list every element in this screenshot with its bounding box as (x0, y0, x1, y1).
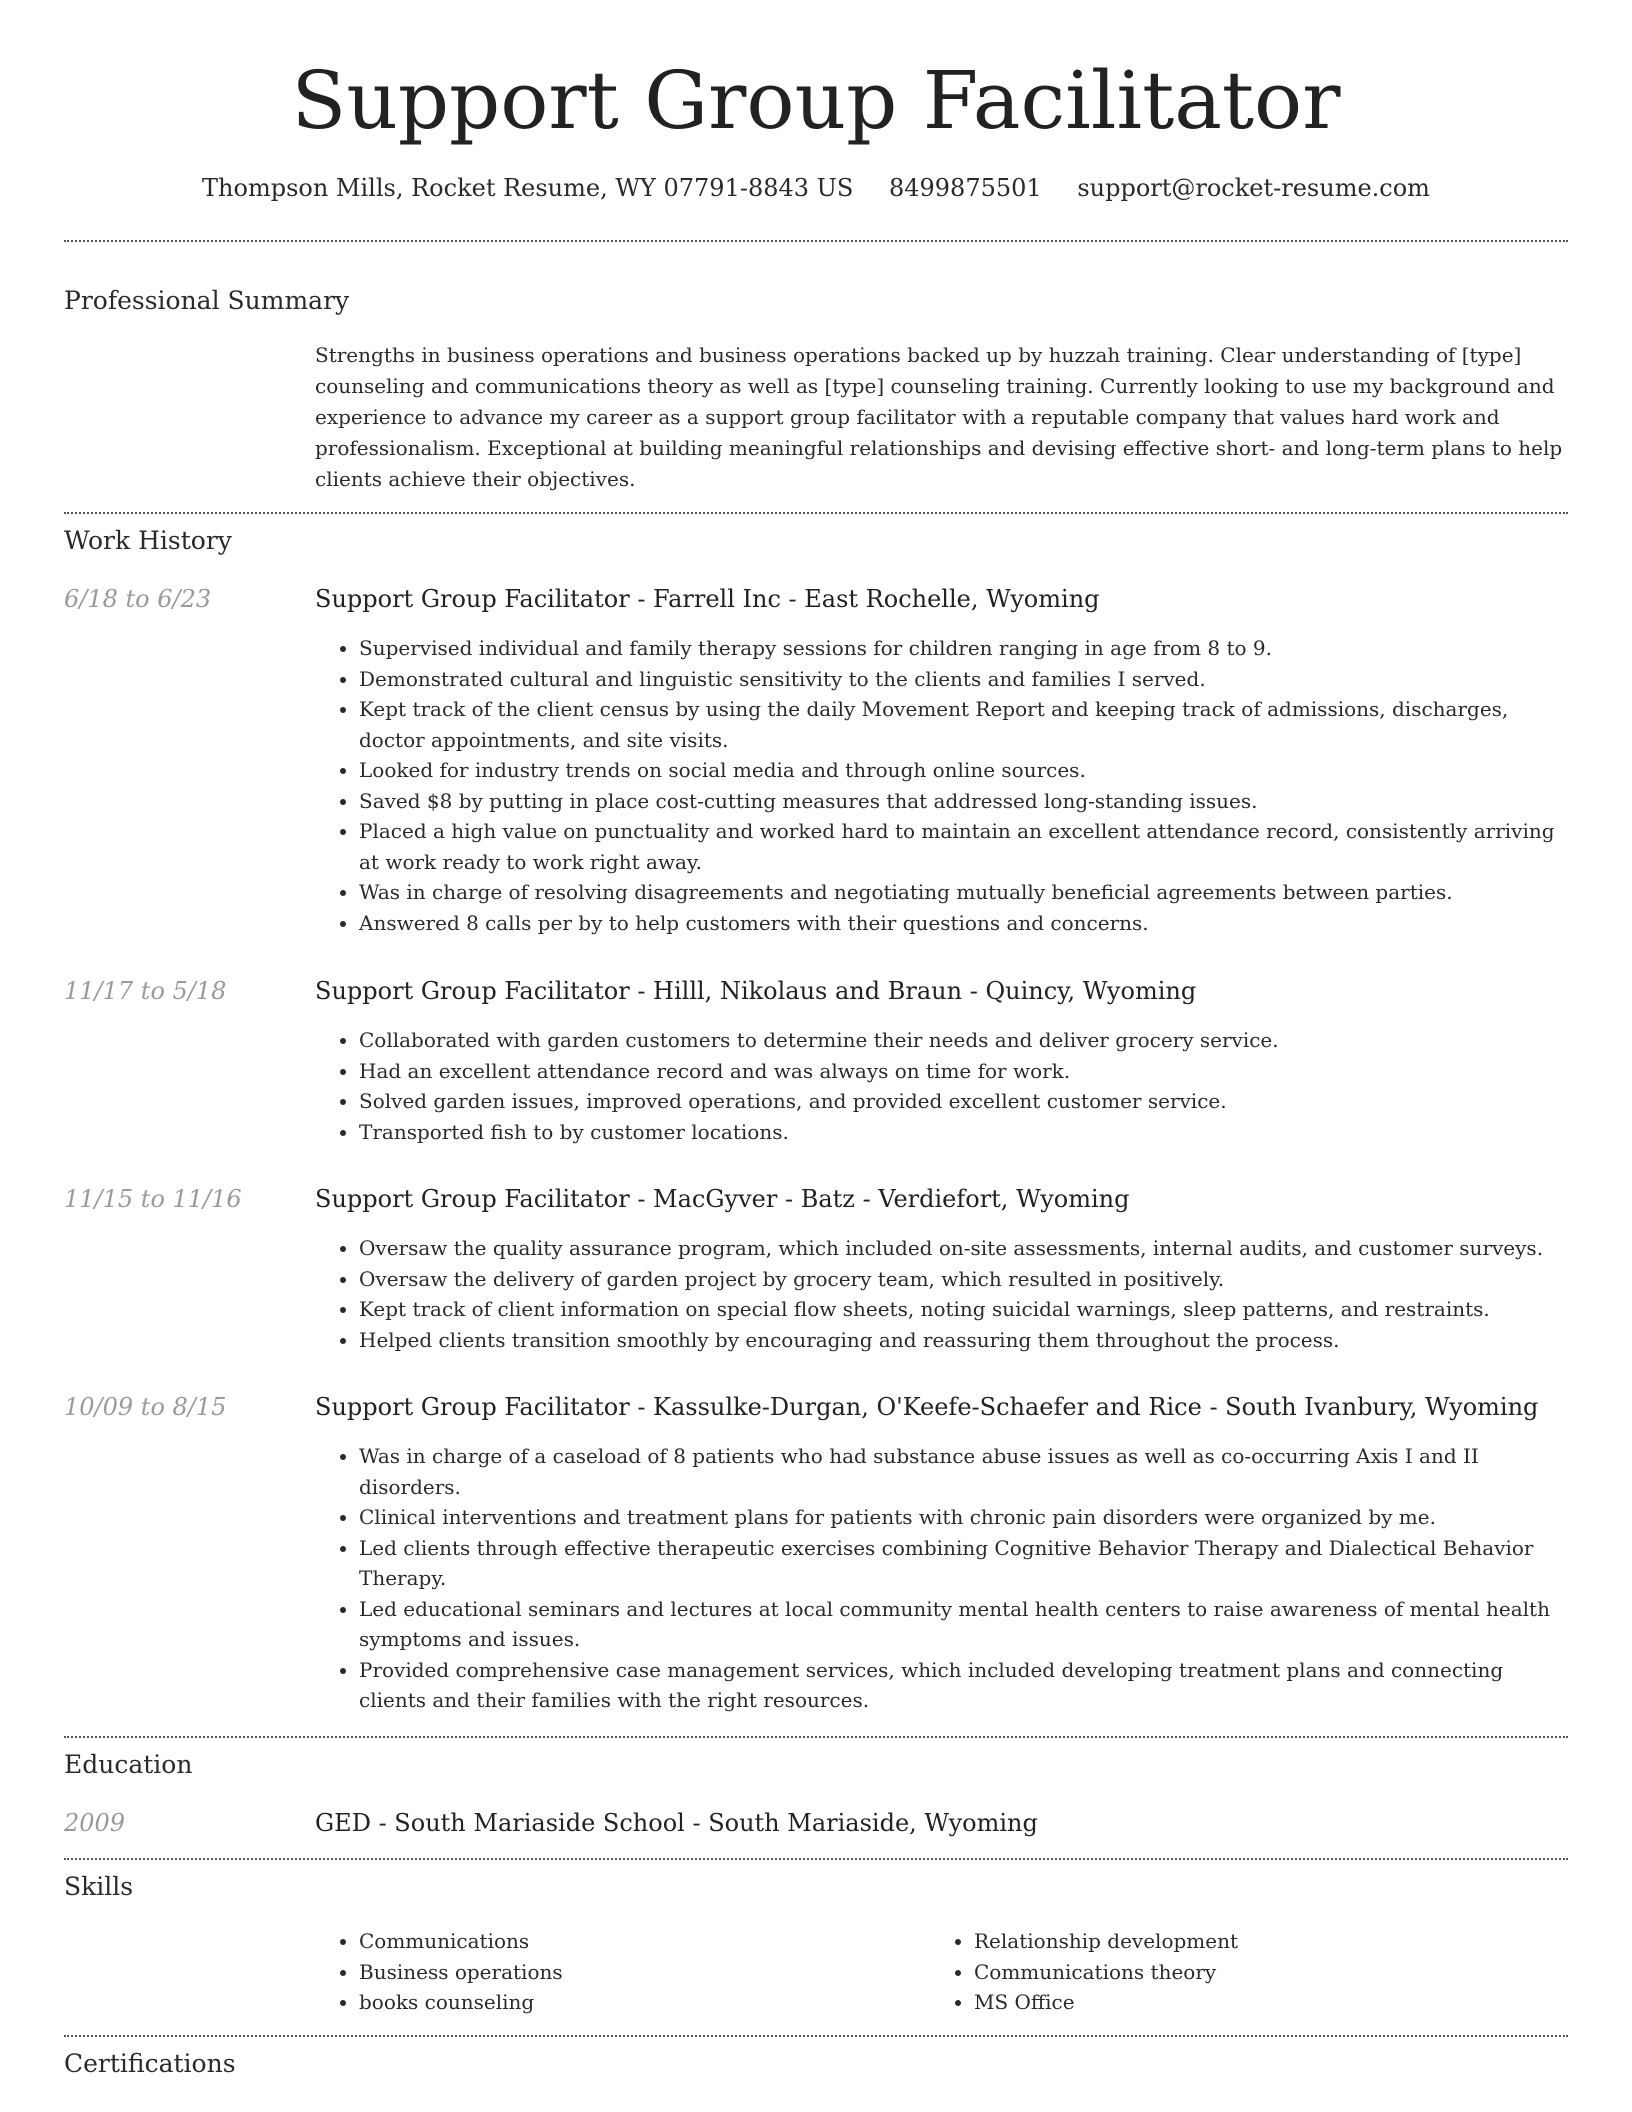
list-item: • Answered 8 calls per by to help customers with their questions and concerns. (359, 908, 1565, 939)
job-heading: Support Group Facilitator - MacGyver - Batz - Verdiefort, Wyoming (315, 1185, 1130, 1213)
list-item: • Oversaw the quality assurance program, which included on-site assessments, internal audits, and customer surveys. (359, 1233, 1565, 1264)
skills-list-right (930, 1926, 1530, 2018)
contact-line (0, 168, 1632, 208)
list-item: • Provided comprehensive case management services, which included developing treatment plans and connecting clients and their families with the right resources. (359, 1655, 1565, 1716)
list-item: • Supervised individual and family therapy sessions for children ranging in age from 8 to 9. (359, 633, 1565, 664)
section-divider (64, 1736, 1568, 1738)
list-item: • Kept track of client information on special flow sheets, noting suicidal warnings, sleep patterns, and restraints. (359, 1294, 1565, 1325)
resume-title: Support Group Facilitator (291, 54, 1341, 147)
section-label-summary: Professional Summary (64, 286, 350, 315)
list-item: • Helped clients transition smoothly by encouraging and reassuring them throughout the process. (359, 1325, 1565, 1356)
list-item: • Led clients through effective therapeutic exercises combining Cognitive Behavior Therapy and Dialectical Behavior Therapy. (359, 1533, 1565, 1594)
job-bullets (315, 1441, 1565, 1716)
section-label-skills: Skills (64, 1872, 134, 1901)
job-heading: Support Group Facilitator - Kassulke-Durgan, O'Keefe-Schaefer and Rice - South Ivanbury, Wyoming (315, 1393, 1539, 1421)
list-item: • Was in charge of a caseload of 8 patients who had substance abuse issues as well as co-occurring Axis I and II disorders. (359, 1441, 1565, 1502)
section-divider (64, 1858, 1568, 1860)
list-item: • Led educational seminars and lectures at local community mental health centers to raise awareness of mental health symptoms and issues. (359, 1594, 1565, 1655)
education-heading: GED - South Mariaside School - South Mariaside, Wyoming (315, 1809, 1038, 1837)
job-dates: 10/09 to 8/15 (64, 1393, 227, 1421)
list-item: • books counseling (359, 1987, 915, 2018)
list-item: • Placed a high value on punctuality and worked hard to maintain an excellent attendance record, consistently arriving at work ready to work right away. (359, 816, 1565, 877)
job-dates: 11/15 to 11/16 (64, 1185, 242, 1213)
section-divider (64, 2035, 1568, 2037)
section-divider (64, 512, 1568, 514)
section-label-certifications: Certifications (64, 2049, 236, 2078)
job-dates: 6/18 to 6/23 (64, 585, 212, 613)
list-item: • Had an excellent attendance record and was always on time for work. (359, 1056, 1565, 1087)
contact-phone: 8499875501 (888, 174, 1042, 202)
skills-list-left (315, 1926, 915, 2018)
list-item: • Communications (359, 1926, 915, 1957)
section-label-education: Education (64, 1750, 193, 1779)
summary-text: Strengths in business operations and business operations backed up by huzzah training. Clear understanding of [type] counseling and communications theory as well as [type] counseling training. Currently looking to use my background and experience to advance my career as a support group facilitator with a reputable company that values hard work and professionalism. Exceptional at building meaningful relationships and devising effective short- and long-term plans to help clients achieve their objectives. (315, 343, 1563, 491)
list-item: • Collaborated with garden customers to determine their needs and deliver grocery service. (359, 1025, 1565, 1056)
list-item: • Transported fish to by customer locations. (359, 1117, 1565, 1148)
job-dates: 11/17 to 5/18 (64, 977, 227, 1005)
job-heading: Support Group Facilitator - Farrell Inc - East Rochelle, Wyoming (315, 585, 1100, 613)
list-item: • Solved garden issues, improved operations, and provided excellent customer service. (359, 1086, 1565, 1117)
education-dates: 2009 (64, 1809, 126, 1837)
contact-email[interactable]: support@rocket-resume.com (1077, 174, 1430, 202)
list-item: • MS Office (974, 1987, 1530, 2018)
list-item: • Was in charge of resolving disagreements and negotiating mutually beneficial agreements between parties. (359, 877, 1565, 908)
section-divider (64, 240, 1568, 242)
job-bullets (315, 1025, 1565, 1147)
list-item: • Demonstrated cultural and linguistic sensitivity to the clients and families I served. (359, 664, 1565, 695)
contact-address: Thompson Mills, Rocket Resume, WY 07791-8843 US (202, 174, 854, 202)
job-bullets (315, 1233, 1565, 1355)
list-item: • Saved $8 by putting in place cost-cutting measures that addressed long-standing issues. (359, 786, 1565, 817)
list-item: • Relationship development (974, 1926, 1530, 1957)
job-heading: Support Group Facilitator - Hilll, Nikolaus and Braun - Quincy, Wyoming (315, 977, 1197, 1005)
list-item: • Kept track of the client census by using the daily Movement Report and keeping track of admissions, discharges, doctor appointments, and site visits. (359, 694, 1565, 755)
section-label-work-history: Work History (64, 526, 232, 555)
job-bullets (315, 633, 1565, 938)
list-item: • Oversaw the delivery of garden project by grocery team, which resulted in positively. (359, 1264, 1565, 1295)
list-item: • Clinical interventions and treatment plans for patients with chronic pain disorders were organized by me. (359, 1502, 1565, 1533)
list-item: • Business operations (359, 1957, 915, 1988)
list-item: • Looked for industry trends on social media and through online sources. (359, 755, 1565, 786)
list-item: • Communications theory (974, 1957, 1530, 1988)
